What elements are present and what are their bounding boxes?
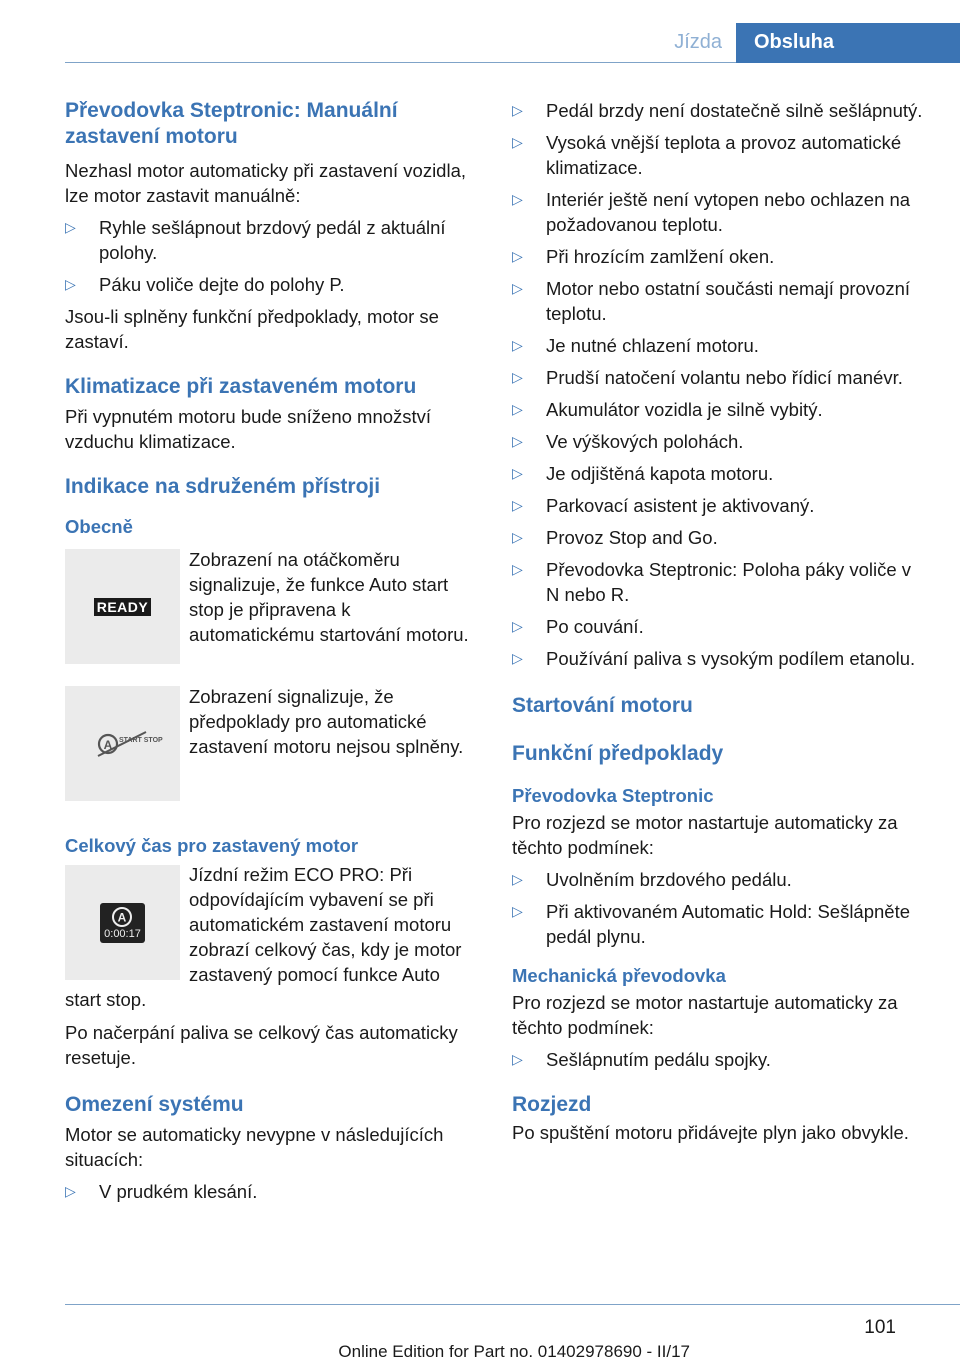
- list-item: ▷ Je odjištěná kapota motoru.: [512, 461, 927, 486]
- timer-value: 0:00:17: [104, 927, 141, 940]
- page-number: 101: [864, 1317, 896, 1338]
- figure-start-stop: [65, 684, 480, 814]
- paragraph: Jsou-li splněny funkční předpoklady, motor se zastaví.: [65, 306, 439, 352]
- list-item: ▷ V prudkém klesání.: [65, 1179, 480, 1204]
- svg-text:A: A: [118, 910, 127, 924]
- figure-ready: [65, 547, 480, 662]
- header-bar: [65, 23, 960, 63]
- paragraph: Pro rozjezd se motor nastartuje automaticky za těchto podmínek:: [512, 812, 898, 858]
- paragraph: Motor se automaticky nevypne v následujících situacích:: [65, 1124, 444, 1170]
- svg-text:A: A: [103, 737, 112, 752]
- list-item: ▷ Motor nebo ostatní součásti nemají provozní teplotu.: [512, 276, 927, 326]
- paragraph: Po spuštění motoru přidávejte plyn jako obvykle.: [512, 1122, 909, 1143]
- list-item: ▷ Provoz Stop and Go.: [512, 525, 927, 550]
- paragraph: Po načerpání paliva se celkový čas automaticky resetuje.: [65, 1022, 458, 1068]
- footer: [65, 1304, 960, 1361]
- figure-caption: Zobrazení signalizuje, že předpoklady pro automatické zastavení motoru nejsou splněny.: [189, 686, 464, 757]
- subsection-title-steptronic: Převodovka Steptronic: [512, 785, 714, 806]
- list-item: ▷ Je nutné chlazení motoru.: [512, 333, 927, 358]
- auto-start-stop-icon: [111, 906, 133, 928]
- right-column: [512, 98, 927, 1145]
- paragraph: Při vypnutém motoru bude sníženo množství vzduchu klimatizace.: [65, 406, 432, 452]
- list-item: ▷ Parkovací asistent je aktivovaný.: [512, 493, 927, 518]
- list-item: ▷ Páku voliče dejte do polohy P.: [65, 272, 480, 297]
- start-stop-indicator-image: [65, 686, 180, 801]
- start-stop-label: START STOP: [118, 736, 163, 744]
- paragraph: Nezhasl motor automaticky při zastavení vozidla, lze motor zastavit manuálně:: [65, 160, 467, 206]
- ready-label: READY: [94, 598, 152, 616]
- timer-indicator-image: [65, 865, 180, 980]
- figure-timer: [65, 862, 480, 1012]
- list-item: ▷ Akumulátor vozidla je silně vybitý.: [512, 397, 927, 422]
- section-title-drive-off: Rozjezd: [512, 1093, 592, 1116]
- ready-indicator-image: [65, 549, 180, 664]
- auto-start-stop-crossed-icon: [96, 730, 163, 758]
- subsection-title-general: Obecně: [65, 516, 133, 537]
- subsection-title-total-time: Celkový čas pro zastavený motor: [65, 835, 359, 856]
- list-item: ▷ Vysoká vnější teplota a provoz automatické klimatizace.: [512, 130, 927, 180]
- section-title-climate: Klimatizace při zastaveném motoru: [65, 375, 417, 398]
- section-title-engine-start: Startování motoru: [512, 694, 693, 717]
- timer-display: [100, 903, 145, 943]
- list-item: ▷ Převodovka Steptronic: Poloha páky voliče v N nebo R.: [512, 557, 927, 607]
- section-title-limits: Omezení systému: [65, 1093, 244, 1116]
- limits-list: [512, 98, 927, 671]
- figure-caption: Zobrazení na otáčkoměru signalizuje, že funkce Auto start stop je připravena k automatickému startování motoru.: [189, 549, 469, 645]
- figure-caption: Jízdní režim ECO PRO: Při odpovídajícím vybavení se při automatickém zastavení motoru zobrazí celkový čas, kdy je motor zastavený pomocí funkce Auto start stop.: [65, 864, 462, 1010]
- list-item: ▷ Při hrozícím zamlžení oken.: [512, 244, 927, 269]
- list-item: ▷ Uvolněním brzdového pedálu.: [512, 867, 927, 892]
- list-item: ▷ Interiér ještě není vytopen nebo ochlazen na požadovanou teplotu.: [512, 187, 927, 237]
- section-title-manual-stop: Převodovka Steptronic: Manuální zastavení motoru: [65, 99, 398, 148]
- list-item: ▷ Ryhle sešlápnout brzdový pedál z aktuální polohy.: [65, 215, 480, 265]
- tab-jizda[interactable]: Jízda: [674, 31, 722, 53]
- list-item: ▷ Sešlápnutím pedálu spojky.: [512, 1047, 927, 1072]
- list-item: ▷ Prudší natočení volantu nebo řídicí manévr.: [512, 365, 927, 390]
- list-item: ▷ Při aktivovaném Automatic Hold: Sešlápněte pedál plynu.: [512, 899, 927, 949]
- subsection-title-manual: Mechanická převodovka: [512, 965, 726, 986]
- list-item: ▷ Po couvání.: [512, 614, 927, 639]
- section-title-requirements: Funkční předpoklady: [512, 742, 724, 765]
- paragraph: Pro rozjezd se motor nastartuje automaticky za těchto podmínek:: [512, 992, 898, 1038]
- list-item: ▷ Používání paliva s vysokým podílem etanolu.: [512, 646, 927, 671]
- tab-obsluha[interactable]: Obsluha: [736, 23, 960, 63]
- section-title-indication: Indikace na sdruženém přístroji: [65, 475, 381, 498]
- list-item: ▷ Pedál brzdy není dostatečně silně sešlápnutý.: [512, 98, 927, 123]
- left-column: [65, 98, 480, 1204]
- edition-note: Online Edition for Part no. 01402978690 - II/17: [338, 1342, 690, 1361]
- list-item: ▷ Ve výškových polohách.: [512, 429, 927, 454]
